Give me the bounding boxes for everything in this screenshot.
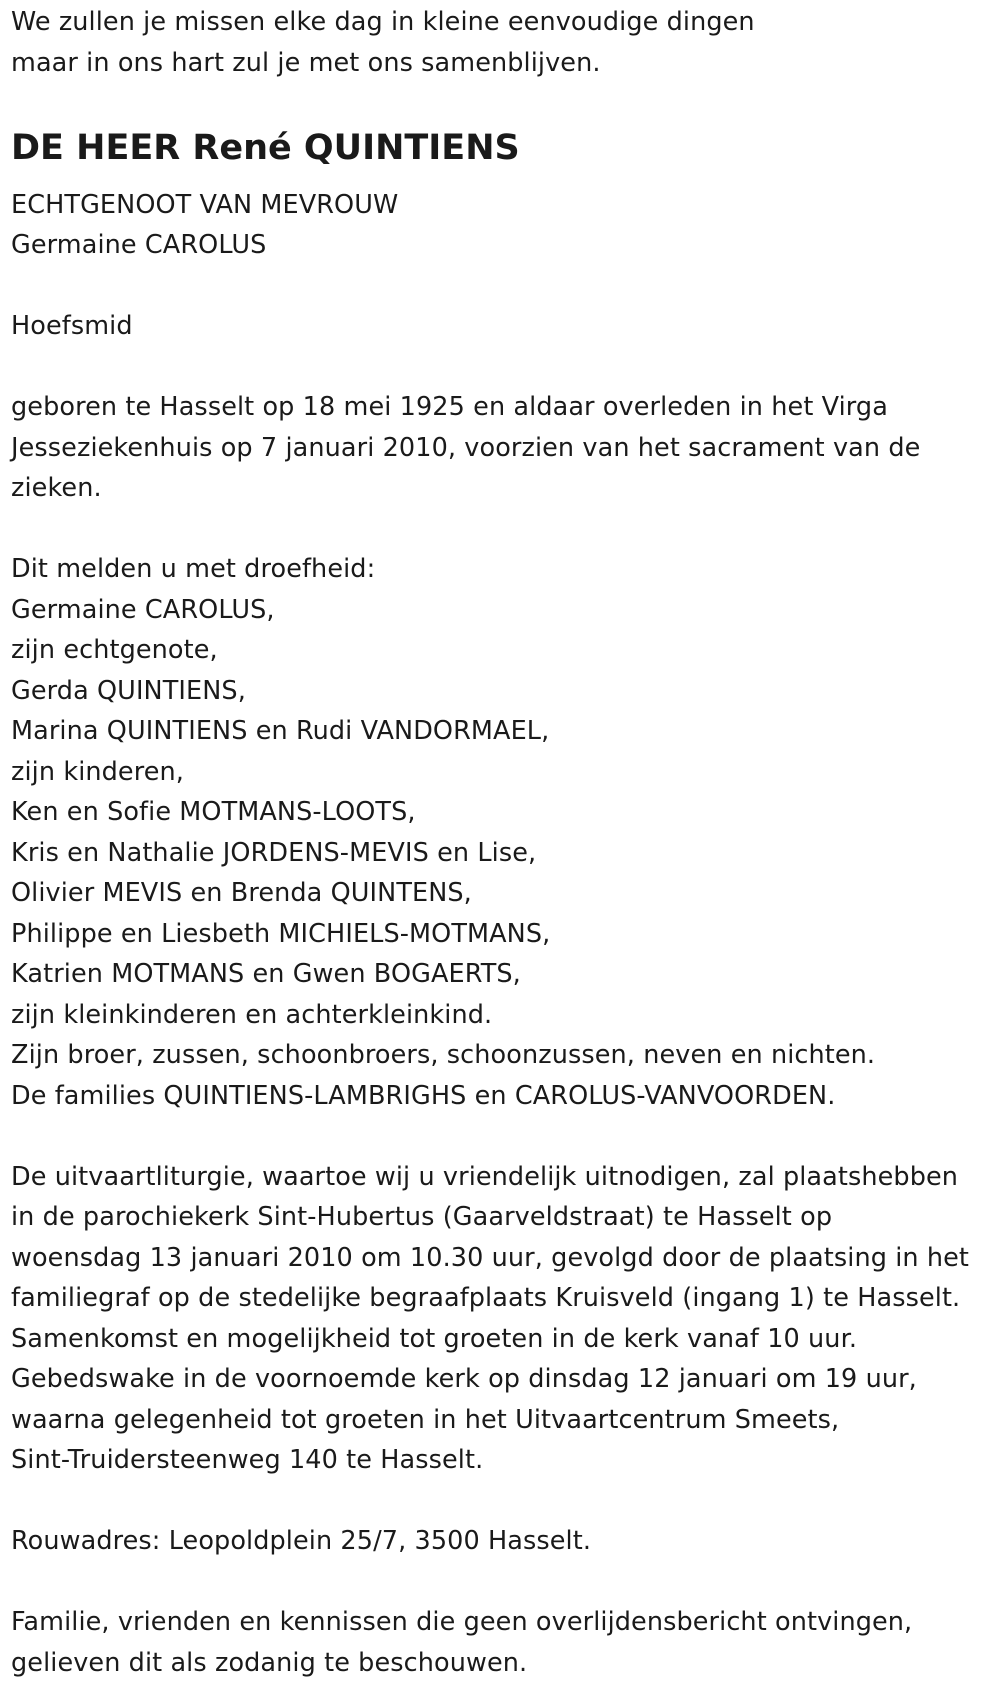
paragraph-line: geboren te Hasselt op 18 mei 1925 en aldaar overleden in het Virga [11, 387, 996, 428]
spacer [11, 509, 996, 550]
birth-death-paragraph [11, 387, 996, 509]
deceased-name-heading: DE HEER René QUINTIENS [11, 126, 996, 170]
funeral-line: familiegraf op de stedelijke begraafplaats Kruisveld (ingang 1) te Hasselt. [11, 1278, 996, 1319]
mourner-line: zijn echtgenote, [11, 630, 996, 671]
funeral-line: Gebedswake in de voornoemde kerk op dinsdag 12 januari om 19 uur, [11, 1359, 996, 1400]
spacer [11, 83, 996, 124]
spacer [11, 1562, 996, 1603]
closing-line: gelieven dit als zodanig te beschouwen. [11, 1643, 996, 1683]
funeral-line: in de parochiekerk Sint-Hubertus (Gaarveldstraat) te Hasselt op [11, 1197, 996, 1238]
mourner-line: Ken en Sofie MOTMANS-LOOTS, [11, 792, 996, 833]
occupation: Hoefsmid [11, 306, 996, 347]
paragraph-line: zieken. [11, 468, 996, 509]
mourner-line: Kris en Nathalie JORDENS-MEVIS en Lise, [11, 833, 996, 874]
mourner-line: Katrien MOTMANS en Gwen BOGAERTS, [11, 954, 996, 995]
obituary-notice [11, 2, 996, 1683]
motto-line: We zullen je missen elke dag in kleine eenvoudige dingen [11, 2, 996, 43]
spouse-info [11, 185, 996, 266]
mourner-line: Germaine CAROLUS, [11, 590, 996, 631]
mourner-line: Dit melden u met droefheid: [11, 549, 996, 590]
mourners-list [11, 549, 996, 1116]
mourner-line: De families QUINTIENS-LAMBRIGHS en CAROLUS-VANVOORDEN. [11, 1076, 996, 1117]
funeral-line: waarna gelegenheid tot groeten in het Uitvaartcentrum Smeets, [11, 1400, 996, 1441]
spacer [11, 1481, 996, 1522]
spacer [11, 1116, 996, 1157]
mourner-line: Gerda QUINTIENS, [11, 671, 996, 712]
spacer [11, 266, 996, 307]
closing-note [11, 1602, 996, 1683]
mourner-line: zijn kleinkinderen en achterkleinkind. [11, 995, 996, 1036]
mourner-line: Marina QUINTIENS en Rudi VANDORMAEL, [11, 711, 996, 752]
funeral-line: woensdag 13 januari 2010 om 10.30 uur, gevolgd door de plaatsing in het [11, 1238, 996, 1279]
spacer [11, 347, 996, 388]
funeral-line: Samenkomst en mogelijkheid tot groeten in de kerk vanaf 10 uur. [11, 1319, 996, 1360]
motto [11, 2, 996, 83]
mourner-line: Zijn broer, zussen, schoonbroers, schoonzussen, neven en nichten. [11, 1035, 996, 1076]
mourner-line: Philippe en Liesbeth MICHIELS-MOTMANS, [11, 914, 996, 955]
mourner-line: zijn kinderen, [11, 752, 996, 793]
spouse-line: ECHTGENOOT VAN MEVROUW [11, 185, 996, 226]
motto-line: maar in ons hart zul je met ons samenblijven. [11, 43, 996, 84]
funeral-line: Sint-Truidersteenweg 140 te Hasselt. [11, 1440, 996, 1481]
closing-line: Familie, vrienden en kennissen die geen overlijdensbericht ontvingen, [11, 1602, 996, 1643]
spouse-line: Germaine CAROLUS [11, 225, 996, 266]
funeral-details [11, 1157, 996, 1481]
funeral-line: De uitvaartliturgie, waartoe wij u vriendelijk uitnodigen, zal plaatshebben [11, 1157, 996, 1198]
mourning-address: Rouwadres: Leopoldplein 25/7, 3500 Hasselt. [11, 1521, 996, 1562]
mourner-line: Olivier MEVIS en Brenda QUINTENS, [11, 873, 996, 914]
paragraph-line: Jesseziekenhuis op 7 januari 2010, voorzien van het sacrament van de [11, 428, 996, 469]
